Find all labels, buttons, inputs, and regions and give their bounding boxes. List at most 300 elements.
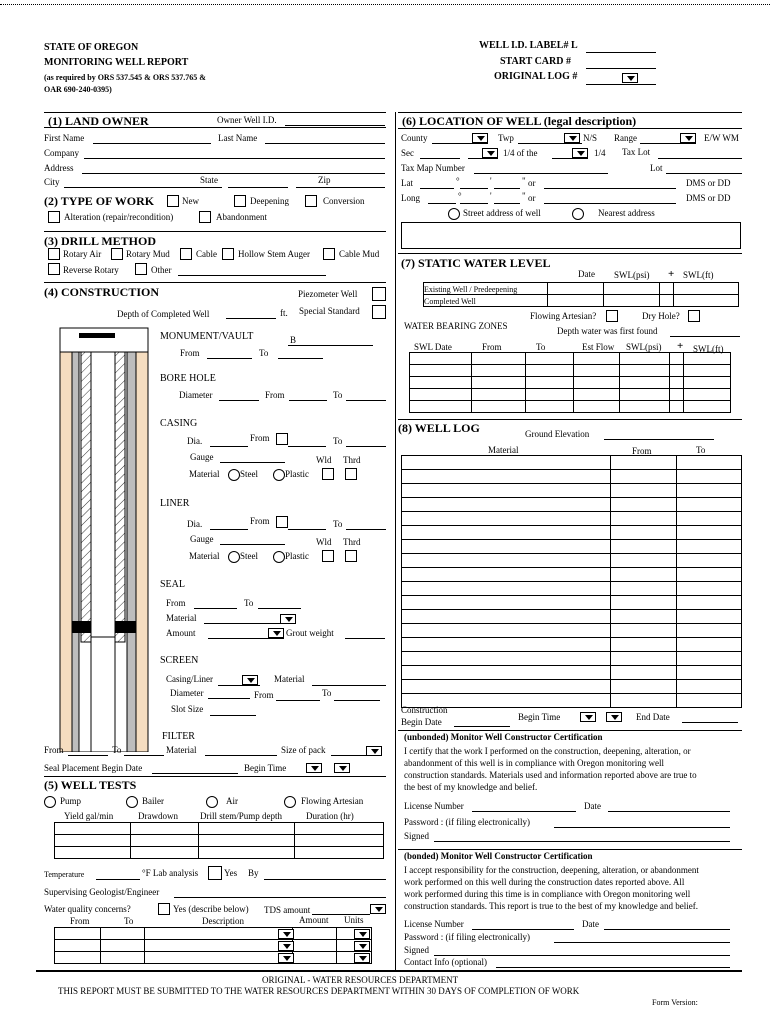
rotary-mud-checkbox[interactable] bbox=[111, 248, 123, 260]
well-log-cell[interactable] bbox=[677, 568, 742, 582]
casing-label: CASING bbox=[160, 418, 198, 429]
liner-dia-field[interactable] bbox=[210, 529, 248, 530]
abandonment-label: Abandonment bbox=[216, 212, 267, 222]
s1-title: (1) LAND OWNER bbox=[48, 114, 149, 128]
wq-amount-dropdown-2[interactable] bbox=[278, 941, 294, 951]
well-log-cell[interactable] bbox=[402, 666, 611, 680]
well-log-cell[interactable] bbox=[611, 666, 677, 680]
liner-plastic-label: Plastic bbox=[285, 551, 309, 561]
seal-to-label: To bbox=[244, 598, 254, 608]
casing-wld-label: Wld bbox=[316, 455, 332, 465]
well-log-cell[interactable] bbox=[611, 610, 677, 624]
well-log-cell[interactable] bbox=[402, 498, 611, 512]
filter-material-label: Material bbox=[166, 745, 197, 755]
lab-analysis-label: °F Lab analysis bbox=[142, 868, 199, 878]
well-log-cell[interactable] bbox=[402, 624, 611, 638]
city-field[interactable] bbox=[64, 187, 222, 188]
lot-label: Lot bbox=[650, 163, 663, 173]
deepening-checkbox[interactable] bbox=[234, 195, 246, 207]
other-field[interactable] bbox=[178, 275, 326, 276]
quarter-2-field[interactable] bbox=[552, 158, 588, 159]
construction-begin-time-label: Begin Time bbox=[518, 712, 561, 722]
lat-deg-mark: ° bbox=[456, 176, 460, 186]
lab-yes-checkbox[interactable] bbox=[208, 866, 222, 880]
s4-top-rule bbox=[44, 282, 386, 283]
swl-plus-header: + bbox=[668, 268, 675, 280]
bonded-license-field[interactable] bbox=[472, 929, 574, 930]
conversion-label: Conversion bbox=[323, 196, 365, 206]
well-log-cell[interactable] bbox=[611, 624, 677, 638]
special-standard-checkbox[interactable] bbox=[372, 305, 386, 319]
rotary-air-checkbox[interactable] bbox=[48, 248, 60, 260]
well-log-row[interactable] bbox=[402, 526, 742, 540]
well-log-row[interactable] bbox=[402, 554, 742, 568]
construction-begin-hour-dropdown[interactable] bbox=[580, 712, 596, 722]
flowing-artesian-radio[interactable] bbox=[284, 796, 296, 808]
quarter-2-dropdown[interactable] bbox=[572, 148, 588, 158]
cable-mud-checkbox[interactable] bbox=[323, 248, 335, 260]
long-sec-field[interactable] bbox=[494, 203, 520, 204]
casing-dia-label: Dia. bbox=[187, 436, 203, 446]
range-label: Range bbox=[614, 133, 637, 143]
seal-begin-min-dropdown[interactable] bbox=[334, 763, 350, 773]
seal-amount-field[interactable] bbox=[208, 638, 284, 639]
cert-unbonded-title: (unbonded) Monitor Well Constructor Certification bbox=[404, 732, 603, 742]
filter-to-label: To bbox=[112, 745, 122, 755]
ground-elevation-field[interactable] bbox=[604, 439, 714, 440]
other-checkbox[interactable] bbox=[135, 263, 147, 275]
casing-thrd-checkbox[interactable] bbox=[345, 468, 357, 480]
first-name-field[interactable] bbox=[93, 143, 211, 144]
seal-amount-dropdown[interactable] bbox=[268, 628, 284, 638]
s4-title: (4) CONSTRUCTION bbox=[44, 285, 160, 299]
liner-steel-label: Steel bbox=[240, 551, 258, 561]
s8-top-rule bbox=[398, 419, 742, 420]
tds-label: TDS amount bbox=[264, 905, 311, 915]
lat-min-field[interactable] bbox=[460, 188, 488, 189]
liner-gauge-label: Gauge bbox=[190, 534, 214, 544]
lat-dd-field[interactable] bbox=[544, 188, 676, 189]
well-log-cell[interactable] bbox=[402, 680, 611, 694]
reverse-rotary-checkbox[interactable] bbox=[48, 263, 60, 275]
monument-label: MONUMENT/VAULT bbox=[160, 331, 254, 342]
county-field[interactable] bbox=[432, 143, 488, 144]
well-log-cell[interactable] bbox=[677, 470, 742, 484]
well-log-row[interactable] bbox=[402, 484, 742, 498]
lat-label: Lat bbox=[401, 178, 413, 188]
quarter-label: 1/4 bbox=[594, 148, 606, 158]
bonded-license-label: License Number bbox=[404, 919, 464, 929]
screen-diameter-field[interactable] bbox=[208, 698, 250, 699]
well-log-cell[interactable] bbox=[402, 526, 611, 540]
casing-to-field[interactable] bbox=[346, 446, 386, 447]
well-log-cell[interactable] bbox=[677, 484, 742, 498]
dry-hole-checkbox[interactable] bbox=[688, 310, 700, 322]
well-log-cell[interactable] bbox=[611, 680, 677, 694]
tax-lot-field[interactable] bbox=[658, 158, 742, 159]
filter-label: FILTER bbox=[162, 731, 195, 742]
monument-b-label: B bbox=[290, 335, 297, 345]
long-dd-field[interactable] bbox=[544, 203, 676, 204]
start-card-field[interactable] bbox=[586, 68, 656, 69]
owner-well-id-field[interactable] bbox=[285, 125, 385, 126]
well-log-cell[interactable] bbox=[611, 526, 677, 540]
address-field[interactable] bbox=[82, 173, 385, 174]
well-log-cell[interactable] bbox=[611, 512, 677, 526]
long-deg-field[interactable] bbox=[428, 203, 456, 204]
screen-from-label: From bbox=[254, 690, 274, 700]
construction-begin-date-field[interactable] bbox=[454, 726, 510, 727]
well-log-cell[interactable] bbox=[677, 680, 742, 694]
start-card-label: START CARD # bbox=[500, 56, 571, 67]
hollow-stem-checkbox[interactable] bbox=[222, 248, 234, 260]
construction-end-date-field[interactable] bbox=[682, 722, 738, 723]
twp-dropdown[interactable] bbox=[564, 133, 580, 143]
bonded-signed-label: Signed bbox=[404, 945, 430, 955]
well-log-cell[interactable] bbox=[677, 610, 742, 624]
s7-top-rule bbox=[398, 253, 742, 254]
casing-dia-field[interactable] bbox=[210, 446, 248, 447]
monument-from-label: From bbox=[180, 348, 200, 358]
wbz-est-flow-header: Est Flow bbox=[582, 342, 615, 352]
bore-to-label: To bbox=[333, 390, 343, 400]
well-log-row[interactable] bbox=[402, 624, 742, 638]
temperature-field[interactable] bbox=[96, 879, 140, 880]
seal-amount-label: Amount bbox=[166, 628, 196, 638]
seal-begin-hour-dropdown[interactable] bbox=[306, 763, 322, 773]
cert-unbonded-rule bbox=[398, 730, 742, 731]
by-field[interactable] bbox=[264, 879, 386, 880]
s3-top-rule bbox=[44, 231, 386, 232]
cert-bonded-line-1: I accept responsibility for the construction, deepening, alteration, or abandonment bbox=[404, 865, 699, 875]
well-log-cell[interactable] bbox=[402, 582, 611, 596]
casing-wld-checkbox[interactable] bbox=[322, 468, 334, 480]
county-dropdown[interactable] bbox=[472, 133, 488, 143]
filter-material-field[interactable] bbox=[205, 755, 277, 756]
well-log-cell[interactable] bbox=[402, 554, 611, 568]
well-log-cell[interactable] bbox=[611, 638, 677, 652]
tax-map-field[interactable] bbox=[474, 173, 608, 174]
flowing-artesian-q-checkbox[interactable] bbox=[606, 310, 618, 322]
well-log-cell[interactable] bbox=[677, 666, 742, 680]
s5-top-rule bbox=[44, 776, 386, 777]
well-log-row[interactable] bbox=[402, 610, 742, 624]
well-log-row[interactable] bbox=[402, 652, 742, 666]
well-log-cell[interactable] bbox=[677, 554, 742, 568]
seal-label: SEAL bbox=[160, 579, 185, 590]
screen-casing-liner-field[interactable] bbox=[218, 685, 260, 686]
well-log-cell[interactable] bbox=[402, 456, 611, 470]
monument-to-field[interactable] bbox=[278, 358, 323, 359]
s8-title: (8) WELL LOG bbox=[398, 421, 480, 435]
original-log-dropdown[interactable] bbox=[622, 73, 638, 83]
liner-thrd-checkbox[interactable] bbox=[345, 550, 357, 562]
well-log-cell[interactable] bbox=[402, 652, 611, 666]
well-log-row[interactable] bbox=[402, 680, 742, 694]
company-field[interactable] bbox=[84, 158, 385, 159]
well-log-cell[interactable] bbox=[402, 610, 611, 624]
seal-from-field[interactable] bbox=[194, 608, 237, 609]
lab-yes-label: Yes bbox=[224, 868, 238, 878]
well-log-row[interactable] bbox=[402, 512, 742, 526]
bore-diameter-label: Diameter bbox=[179, 390, 213, 400]
casing-steel-radio[interactable] bbox=[228, 469, 240, 481]
last-name-field[interactable] bbox=[265, 143, 385, 144]
liner-gauge-field[interactable] bbox=[220, 544, 285, 545]
liner-plastic-radio[interactable] bbox=[273, 551, 285, 563]
original-log-label: ORIGINAL LOG # bbox=[494, 71, 578, 82]
seal-to-field[interactable] bbox=[258, 608, 301, 609]
header-title: MONITORING WELL REPORT bbox=[44, 57, 189, 68]
bonded-contact-label: Contact Info (optional) bbox=[404, 957, 487, 967]
state-field[interactable] bbox=[228, 187, 288, 188]
conversion-checkbox[interactable] bbox=[305, 195, 317, 207]
well-log-cell[interactable] bbox=[677, 498, 742, 512]
water-quality-table[interactable] bbox=[54, 927, 372, 964]
well-log-row[interactable] bbox=[402, 694, 742, 708]
depth-first-found-field[interactable] bbox=[670, 336, 740, 337]
lat-dms-label: DMS or DD bbox=[686, 178, 731, 188]
log-to-header: To bbox=[696, 445, 706, 455]
quarter-1-dropdown[interactable] bbox=[482, 148, 498, 158]
well-log-cell[interactable] bbox=[402, 596, 611, 610]
s6-top-rule bbox=[398, 112, 742, 113]
casing-material-label: Material bbox=[189, 469, 220, 479]
tds-dropdown[interactable] bbox=[370, 904, 386, 914]
wq-units-dropdown-1[interactable] bbox=[354, 929, 370, 939]
filter-from-label: From bbox=[44, 745, 64, 755]
monument-b-field[interactable] bbox=[288, 345, 373, 346]
casing-thrd-label: Thrd bbox=[343, 455, 361, 465]
address-textarea[interactable] bbox=[401, 222, 741, 249]
s5-title: (5) WELL TESTS bbox=[44, 778, 137, 792]
well-id-field[interactable] bbox=[586, 52, 656, 53]
well-log-cell[interactable] bbox=[402, 540, 611, 554]
unbonded-date-field[interactable] bbox=[608, 811, 730, 812]
abandonment-checkbox[interactable] bbox=[199, 211, 211, 223]
wq-amount-dropdown-1[interactable] bbox=[278, 929, 294, 939]
yield-col-header: Yield gal/min bbox=[64, 811, 114, 821]
well-log-cell[interactable] bbox=[611, 554, 677, 568]
well-log-cell[interactable] bbox=[402, 568, 611, 582]
casing-from-field[interactable] bbox=[288, 446, 326, 447]
air-radio[interactable] bbox=[206, 796, 218, 808]
last-name-label: Last Name bbox=[218, 133, 258, 143]
well-log-row[interactable] bbox=[402, 568, 742, 582]
liner-steel-radio[interactable] bbox=[228, 551, 240, 563]
range-dropdown[interactable] bbox=[680, 133, 696, 143]
well-log-cell[interactable] bbox=[402, 484, 611, 498]
county-label: County bbox=[401, 133, 428, 143]
range-field[interactable] bbox=[640, 143, 696, 144]
liner-label: LINER bbox=[160, 498, 190, 509]
casing-gauge-field[interactable] bbox=[220, 462, 285, 463]
liner-from-box[interactable] bbox=[276, 516, 288, 528]
bailer-radio[interactable] bbox=[126, 796, 138, 808]
street-address-radio[interactable] bbox=[448, 208, 460, 220]
well-log-row[interactable] bbox=[402, 666, 742, 680]
well-id-label: WELL I.D. LABEL# L bbox=[479, 40, 578, 51]
sec-field[interactable] bbox=[420, 158, 460, 159]
unbonded-license-label: License Number bbox=[404, 801, 464, 811]
well-log-cell[interactable] bbox=[611, 596, 677, 610]
wq-amount-dropdown-3[interactable] bbox=[278, 953, 294, 963]
pump-label: Pump bbox=[60, 796, 82, 806]
drawdown-col-header: Drawdown bbox=[138, 811, 178, 821]
screen-from-field[interactable] bbox=[276, 700, 320, 701]
unbonded-license-field[interactable] bbox=[472, 811, 576, 812]
well-log-cell[interactable] bbox=[611, 498, 677, 512]
duration-col-header: Duration (hr) bbox=[306, 811, 354, 821]
well-log-cell[interactable] bbox=[611, 652, 677, 666]
bore-diameter-field[interactable] bbox=[219, 400, 259, 401]
well-log-cell[interactable] bbox=[611, 540, 677, 554]
filter-to-field[interactable] bbox=[124, 755, 164, 756]
well-tests-table[interactable] bbox=[54, 822, 384, 859]
screen-to-field[interactable] bbox=[334, 700, 380, 701]
cable-checkbox[interactable] bbox=[180, 248, 192, 260]
well-log-cell[interactable] bbox=[611, 484, 677, 498]
well-log-cell[interactable] bbox=[611, 456, 677, 470]
well-log-cell[interactable] bbox=[611, 568, 677, 582]
grout-weight-field[interactable] bbox=[345, 638, 385, 639]
supervising-field[interactable] bbox=[174, 897, 386, 898]
header-required-1: (as required by ORS 537.545 & ORS 537.765 & bbox=[44, 73, 206, 82]
long-label: Long bbox=[401, 193, 420, 203]
seal-placement-field[interactable] bbox=[152, 773, 238, 774]
bonded-contact-field[interactable] bbox=[496, 967, 730, 968]
well-log-cell[interactable] bbox=[402, 638, 611, 652]
nearest-address-radio[interactable] bbox=[572, 208, 584, 220]
well-log-cell[interactable] bbox=[611, 582, 677, 596]
well-log-row[interactable] bbox=[402, 582, 742, 596]
construction-begin-min-dropdown[interactable] bbox=[606, 712, 622, 722]
wbz-plus-header: + bbox=[677, 340, 684, 352]
wq-units-dropdown-3[interactable] bbox=[354, 953, 370, 963]
well-log-cell[interactable] bbox=[677, 456, 742, 470]
well-log-row[interactable] bbox=[402, 498, 742, 512]
wq-units-dropdown-2[interactable] bbox=[354, 941, 370, 951]
screen-material-field[interactable] bbox=[312, 685, 386, 686]
filter-from-field[interactable] bbox=[68, 755, 108, 756]
wq-yes-label: Yes (describe below) bbox=[173, 904, 249, 914]
zip-field[interactable] bbox=[296, 187, 385, 188]
liner-wld-checkbox[interactable] bbox=[322, 550, 334, 562]
well-log-row[interactable] bbox=[402, 596, 742, 610]
well-log-cell[interactable] bbox=[677, 694, 742, 708]
bore-to-field[interactable] bbox=[346, 400, 386, 401]
well-log-cell[interactable] bbox=[677, 596, 742, 610]
slot-size-field[interactable] bbox=[210, 715, 256, 716]
well-log-cell[interactable] bbox=[611, 694, 677, 708]
twp-field[interactable] bbox=[518, 143, 582, 144]
ft-label: ft. bbox=[280, 308, 288, 318]
air-label: Air bbox=[226, 796, 238, 806]
bore-from-field[interactable] bbox=[289, 400, 327, 401]
size-of-pack-field[interactable] bbox=[331, 755, 366, 756]
well-log-cell[interactable] bbox=[402, 512, 611, 526]
well-log-cell[interactable] bbox=[677, 582, 742, 596]
well-log-cell[interactable] bbox=[677, 512, 742, 526]
well-log-table[interactable] bbox=[401, 455, 742, 708]
lot-field[interactable] bbox=[666, 173, 742, 174]
well-log-cell[interactable] bbox=[677, 526, 742, 540]
s3-title: (3) DRILL METHOD bbox=[44, 234, 157, 248]
well-log-cell[interactable] bbox=[611, 470, 677, 484]
wq-yes-checkbox[interactable] bbox=[158, 903, 170, 915]
well-log-row[interactable] bbox=[402, 470, 742, 484]
zip-label: Zip bbox=[318, 175, 331, 185]
tax-lot-label: Tax Lot bbox=[622, 147, 651, 157]
depth-field[interactable] bbox=[226, 318, 276, 319]
address-label: Address bbox=[44, 163, 74, 173]
swl-date-header: Date bbox=[578, 269, 595, 279]
well-log-cell[interactable] bbox=[677, 540, 742, 554]
alteration-checkbox[interactable] bbox=[48, 211, 60, 223]
unbonded-signed-label: Signed bbox=[404, 831, 430, 841]
well-log-row[interactable] bbox=[402, 540, 742, 554]
piezometer-checkbox[interactable] bbox=[372, 287, 386, 301]
new-checkbox[interactable] bbox=[167, 195, 179, 207]
wbz-swl-date-header: SWL Date bbox=[414, 342, 452, 352]
bonded-date-field[interactable] bbox=[604, 929, 730, 930]
slot-size-label: Slot Size bbox=[171, 704, 204, 714]
bonded-password-label: Password : (if filing electronically) bbox=[404, 932, 530, 942]
static-water-table[interactable] bbox=[423, 282, 739, 307]
well-log-cell[interactable] bbox=[677, 652, 742, 666]
depth-label: Depth of Completed Well bbox=[117, 309, 210, 319]
well-log-cell[interactable] bbox=[402, 470, 611, 484]
seal-material-label: Material bbox=[166, 613, 197, 623]
original-log-field[interactable] bbox=[586, 84, 656, 85]
liner-to-field[interactable] bbox=[346, 529, 386, 530]
well-log-row[interactable] bbox=[402, 638, 742, 652]
water-quality-label: Water quality concerns? bbox=[44, 904, 131, 914]
seal-material-dropdown[interactable] bbox=[280, 614, 296, 624]
unbonded-signed-field[interactable] bbox=[434, 841, 730, 842]
well-log-cell[interactable] bbox=[677, 638, 742, 652]
pump-radio[interactable] bbox=[44, 796, 56, 808]
monument-from-field[interactable] bbox=[207, 358, 252, 359]
wq-from-header: From bbox=[70, 916, 90, 926]
long-min-field[interactable] bbox=[460, 203, 488, 204]
liner-dia-label: Dia. bbox=[187, 519, 203, 529]
special-standard-label: Special Standard bbox=[299, 306, 360, 316]
liner-from-field[interactable] bbox=[288, 529, 326, 530]
size-of-pack-dropdown[interactable] bbox=[366, 746, 382, 756]
twp-label: Twp bbox=[498, 133, 514, 143]
log-from-header: From bbox=[632, 446, 652, 456]
quarter-1-field[interactable] bbox=[468, 158, 498, 159]
well-log-cell[interactable] bbox=[677, 624, 742, 638]
footer-submit: THIS REPORT MUST BE SUBMITTED TO THE WATER RESOURCES DEPARTMENT WITHIN 30 DAYS OF COMPLETION OF WORK bbox=[58, 986, 580, 996]
bonded-signed-field[interactable] bbox=[434, 955, 730, 956]
screen-casing-liner-dropdown[interactable] bbox=[242, 675, 258, 685]
s6-title: (6) LOCATION OF WELL (legal description) bbox=[402, 114, 637, 128]
ns-label: N/S bbox=[583, 133, 598, 143]
completed-well-label: Completed Well bbox=[424, 296, 476, 306]
wbz-from-header: From bbox=[482, 342, 502, 352]
water-bearing-zones-table[interactable] bbox=[409, 352, 731, 413]
well-log-row[interactable] bbox=[402, 456, 742, 470]
bonded-password-field[interactable] bbox=[554, 942, 730, 943]
unbonded-password-field[interactable] bbox=[554, 827, 730, 828]
dry-hole-label: Dry Hole? bbox=[642, 311, 680, 321]
casing-plastic-radio[interactable] bbox=[273, 469, 285, 481]
casing-from-box[interactable] bbox=[276, 433, 288, 445]
lat-deg-field[interactable] bbox=[420, 188, 454, 189]
lat-sec-field[interactable] bbox=[494, 188, 520, 189]
